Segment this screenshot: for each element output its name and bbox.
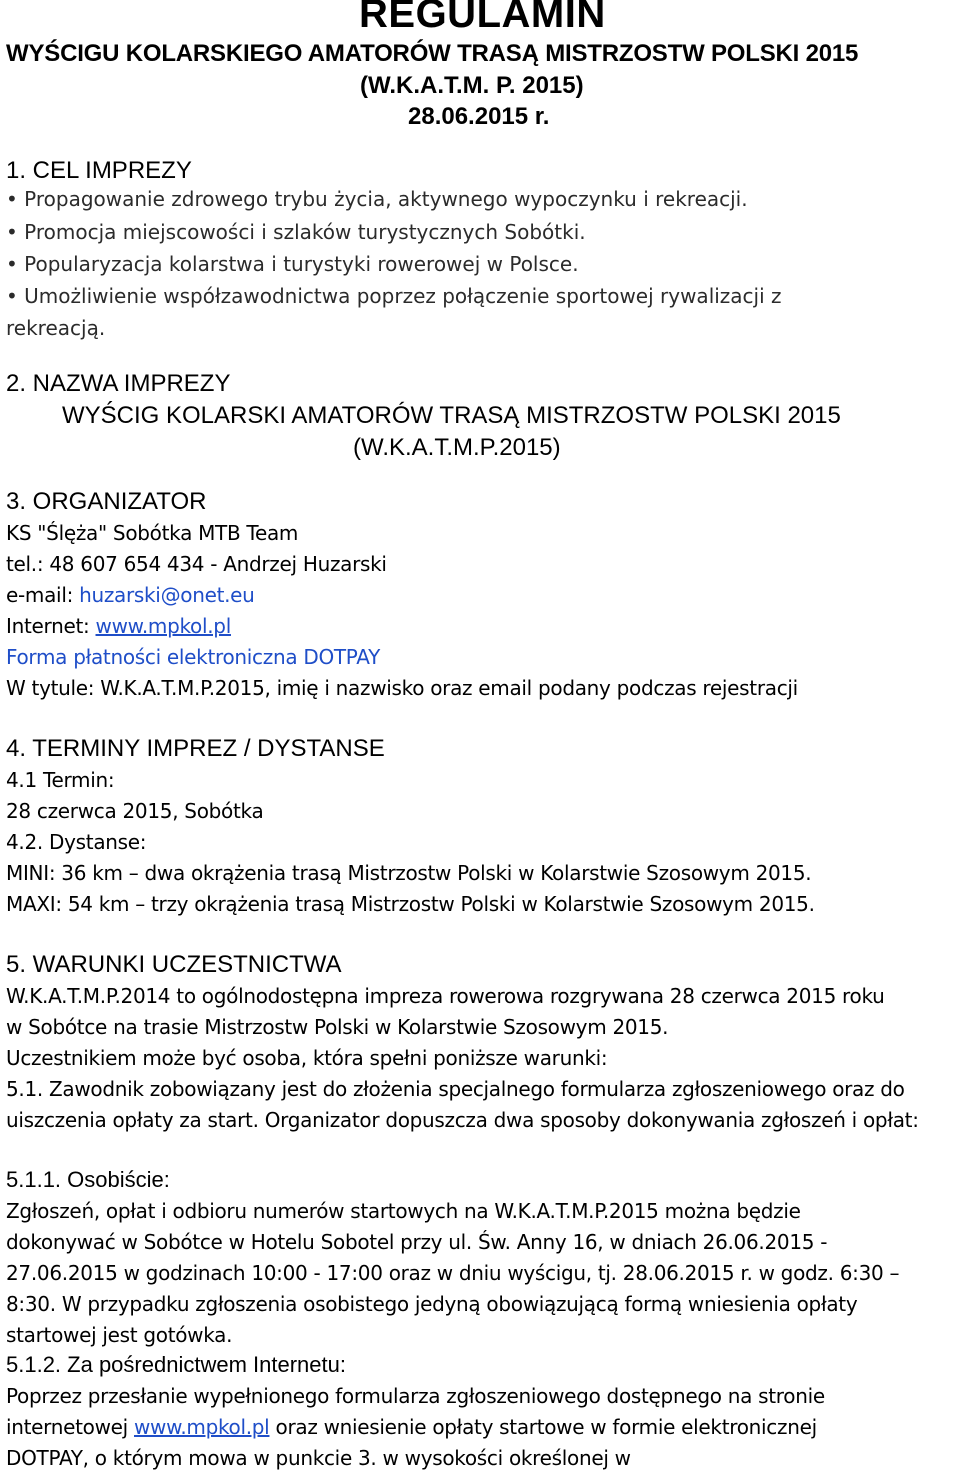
paragraph-line: W.K.A.T.M.P.2014 to ogólnodostępna impreza rowerowa rozgrywana 28 czerwca 2015 roku [6, 984, 885, 1008]
event-name-abbrev: (W.K.A.T.M.P.2015) [353, 434, 561, 461]
bullet-continuation: rekreacją. [6, 316, 106, 340]
payment-method: Forma płatności elektroniczna DOTPAY [6, 645, 381, 669]
paragraph-line: uiszczenia opłaty za start. Organizator dopuszcza dwa sposoby dokonywania zgłoszeń i opłat: [6, 1108, 919, 1132]
section-1-heading: 1. CEL IMPREZY [6, 157, 192, 184]
internet-label: Internet: [6, 614, 96, 638]
subsection-5-1-1-heading: 5.1.1. Osobiście: [6, 1167, 170, 1192]
text-fragment: internetowej [6, 1415, 134, 1439]
email-label: e-mail: [6, 583, 80, 607]
paragraph-line: w Sobótce na trasie Mistrzostw Polski w Kolarstwie Szosowym 2015. [6, 1015, 669, 1039]
paragraph-line: startowej jest gotówka. [6, 1323, 233, 1347]
section-3-heading: 3. ORGANIZATOR [6, 488, 207, 515]
bullet-item [6, 252, 579, 276]
distance-label: 4.2. Dystanse: [6, 830, 147, 854]
organizer-email-row [6, 580, 255, 611]
document-subtitle-abbrev: (W.K.A.T.M. P. 2015) [360, 72, 584, 99]
paragraph-line: Poprzez przesłanie wypełnionego formularza zgłoszeniowego dostępnego na stronie [6, 1384, 825, 1408]
section-2-heading: 2. NAZWA IMPREZY [6, 370, 231, 397]
subsection-5-1-2-heading: 5.1.2. Za pośrednictwem Internetu: [6, 1352, 346, 1377]
term-value: 28 czerwca 2015, Sobótka [6, 799, 264, 823]
bullet-icon: • [6, 252, 18, 276]
paragraph-line: Zgłoszeń, opłat i odbioru numerów startowych na W.K.A.T.M.P.2015 można będzie [6, 1199, 801, 1223]
document-date: 28.06.2015 r. [408, 103, 550, 130]
paragraph-line [6, 1412, 817, 1443]
paragraph-line: DOTPAY, o którym mowa w punkcie 3. w wysokości określonej w [6, 1446, 631, 1470]
paragraph-line: dokonywać w Sobótce w Hotelu Sobotel przy ul. Św. Anny 16, w dniach 26.06.2015 - [6, 1230, 828, 1254]
paragraph-line: 8:30. W przypadku zgłoszenia osobistego jedyną obowiązującą formą wniesienia opłaty [6, 1292, 858, 1316]
paragraph-line: 5.1. Zawodnik zobowiązany jest do złożenia specjalnego formularza zgłoszeniowego oraz do [6, 1077, 905, 1101]
email-link[interactable]: huzarski@onet.eu [79, 583, 255, 607]
event-name: WYŚCIG KOLARSKI AMATORÓW TRASĄ MISTRZOSTW POLSKI 2015 [62, 402, 841, 429]
paragraph-line: Uczestnikiem może być osoba, która spełni poniższe warunki: [6, 1046, 608, 1070]
bullet-item [6, 220, 586, 244]
section-5-heading: 5. WARUNKI UCZESTNICTWA [6, 951, 342, 978]
bullet-icon: • [6, 284, 18, 308]
website-link[interactable]: www.mpkol.pl [95, 614, 231, 638]
term-label: 4.1 Termin: [6, 768, 115, 792]
section-4-heading: 4. TERMINY IMPREZ / DYSTANSE [6, 735, 385, 762]
organizer-phone: tel.: 48 607 654 434 - Andrzej Huzarski [6, 552, 387, 576]
payment-title-info: W tytule: W.K.A.T.M.P.2015, imię i nazwisko oraz email podany podczas rejestracji [6, 676, 798, 700]
bullet-text: Popularyzacja kolarstwa i turystyki rowerowej w Polsce. [24, 252, 579, 276]
organizer-name: KS "Ślęża" Sobótka MTB Team [6, 521, 299, 545]
bullet-text: Umożliwienie współzawodnictwa poprzez połączenie sportowej rywalizacji z [24, 284, 782, 308]
document-title: REGULAMIN [359, 0, 606, 36]
bullet-text: Promocja miejscowości i szlaków turystycznych Sobótki. [24, 220, 586, 244]
document-subtitle: WYŚCIGU KOLARSKIEGO AMATORÓW TRASĄ MISTRZOSTW POLSKI 2015 [6, 40, 859, 67]
bullet-text: Propagowanie zdrowego trybu życia, aktywnego wypoczynku i rekreacji. [24, 187, 748, 211]
bullet-icon: • [6, 187, 18, 211]
organizer-website-row [6, 611, 231, 642]
distance-mini: MINI: 36 km – dwa okrążenia trasą Mistrzostw Polski w Kolarstwie Szosowym 2015. [6, 861, 812, 885]
distance-maxi: MAXI: 54 km – trzy okrążenia trasą Mistrzostw Polski w Kolarstwie Szosowym 2015. [6, 892, 815, 916]
paragraph-line: 27.06.2015 w godzinach 10:00 - 17:00 oraz w dniu wyścigu, tj. 28.06.2015 r. w godz. 6:30 – [6, 1261, 900, 1285]
bullet-icon: • [6, 220, 18, 244]
bullet-item [6, 187, 748, 211]
website-link[interactable]: www.mpkol.pl [134, 1415, 270, 1439]
bullet-item [6, 284, 782, 308]
text-fragment: oraz wniesienie opłaty startowe w formie elektronicznej [269, 1415, 817, 1439]
